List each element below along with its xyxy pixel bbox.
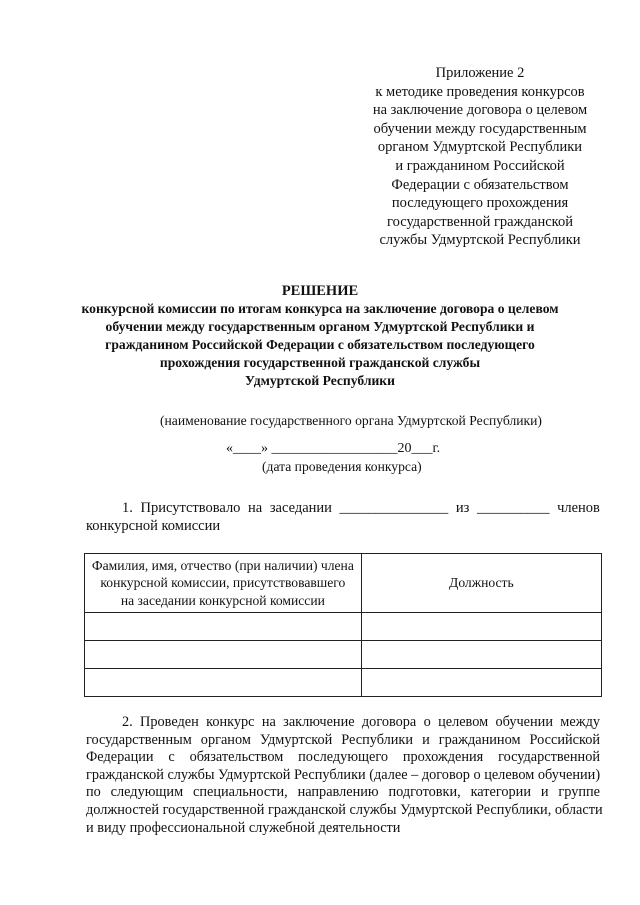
title-line: Удмуртской Республики bbox=[245, 373, 395, 388]
table-row bbox=[85, 641, 602, 669]
appendix-line: государственной гражданской bbox=[387, 213, 573, 230]
para1-word: на bbox=[248, 500, 263, 516]
org-name-caption: (наименование государственного органа Удмуртской Республики) bbox=[160, 413, 542, 428]
paragraph-2-line: 2. Проведен конкурс на заключение договора о целевом обучении между bbox=[122, 714, 600, 730]
column-header-line: конкурсной комиссии, присутствовавшего bbox=[100, 575, 346, 591]
date-caption: (дата проведения конкурса) bbox=[262, 459, 422, 474]
table-cell bbox=[85, 613, 362, 641]
table-cell bbox=[85, 669, 362, 697]
title-main: РЕШЕНИЕ bbox=[281, 283, 359, 299]
paragraph-2-line: Федерации с обязательством последующего прохождения государственной bbox=[86, 749, 600, 766]
table-row bbox=[85, 613, 602, 641]
column-header-line: на заседании конкурсной комиссии bbox=[120, 592, 325, 608]
title-line: конкурсной комиссии по итогам конкурса на заключение договора о целевом bbox=[81, 301, 559, 316]
appendix-line: на заключение договора о целевом bbox=[372, 102, 588, 119]
total-count-blank: __________ bbox=[476, 500, 550, 516]
appendix-line: и гражданином Российской bbox=[395, 157, 565, 174]
table-row bbox=[85, 669, 602, 697]
date-field: «____» __________________20___г. bbox=[226, 441, 441, 456]
para1-word: 1. bbox=[122, 500, 133, 516]
appendix-line: Приложение 2 bbox=[435, 65, 525, 81]
paragraph-2-line: государственным органом Удмуртской Республики и гражданином Российской bbox=[86, 731, 600, 748]
members-table bbox=[84, 553, 602, 697]
appendix-line: к методике проведения конкурсов bbox=[375, 83, 585, 100]
paragraph-1-line bbox=[86, 499, 600, 517]
para1-word: заседании bbox=[269, 500, 332, 516]
para1-word: членов bbox=[557, 500, 600, 516]
document-title bbox=[60, 282, 580, 390]
paragraph-1 bbox=[86, 499, 600, 535]
para1-word: Присутствовало bbox=[140, 500, 241, 516]
table-cell bbox=[361, 613, 601, 641]
paragraph-2 bbox=[86, 714, 603, 837]
appendix-line: службы Удмуртской Республики bbox=[379, 232, 581, 249]
column-header-name bbox=[85, 554, 362, 613]
table-cell bbox=[361, 669, 601, 697]
appendix-line: Федерации с обязательством bbox=[391, 176, 569, 193]
title-line: гражданином Российской Федерации с обязательством последующего bbox=[105, 337, 535, 352]
table-header-row bbox=[85, 554, 602, 613]
table-cell bbox=[361, 641, 601, 669]
appendix-header bbox=[360, 64, 600, 250]
paragraph-2-line: гражданской службы Удмуртской Республики (далее – договор о целевом обучении) bbox=[86, 766, 601, 783]
para1-word: из bbox=[455, 500, 470, 516]
paragraph-2-line: по следующим специальности, направлению подготовки, категории и группе bbox=[86, 784, 600, 801]
appendix-line: последующего прохождения bbox=[391, 195, 569, 212]
column-header-line: Фамилия, имя, отчество (при наличии) члена bbox=[91, 557, 354, 573]
appendix-line: органом Удмуртской Республики bbox=[377, 139, 583, 156]
title-line: прохождения государственной гражданской службы bbox=[159, 355, 481, 370]
paragraph-2-line: должностей государственной гражданской службы Удмуртской Республики, области bbox=[86, 801, 603, 818]
paragraph-2-line: и виду профессиональной служебной деятельности bbox=[86, 819, 401, 836]
column-header-position: Должность bbox=[361, 554, 601, 613]
title-line: обучении между государственным органом Удмуртской Республики и bbox=[105, 319, 535, 334]
appendix-line: обучении между государственным bbox=[373, 120, 587, 137]
paragraph-1-line: конкурсной комиссии bbox=[86, 518, 221, 534]
present-count-blank: _______________ bbox=[339, 500, 449, 516]
table-cell bbox=[85, 641, 362, 669]
